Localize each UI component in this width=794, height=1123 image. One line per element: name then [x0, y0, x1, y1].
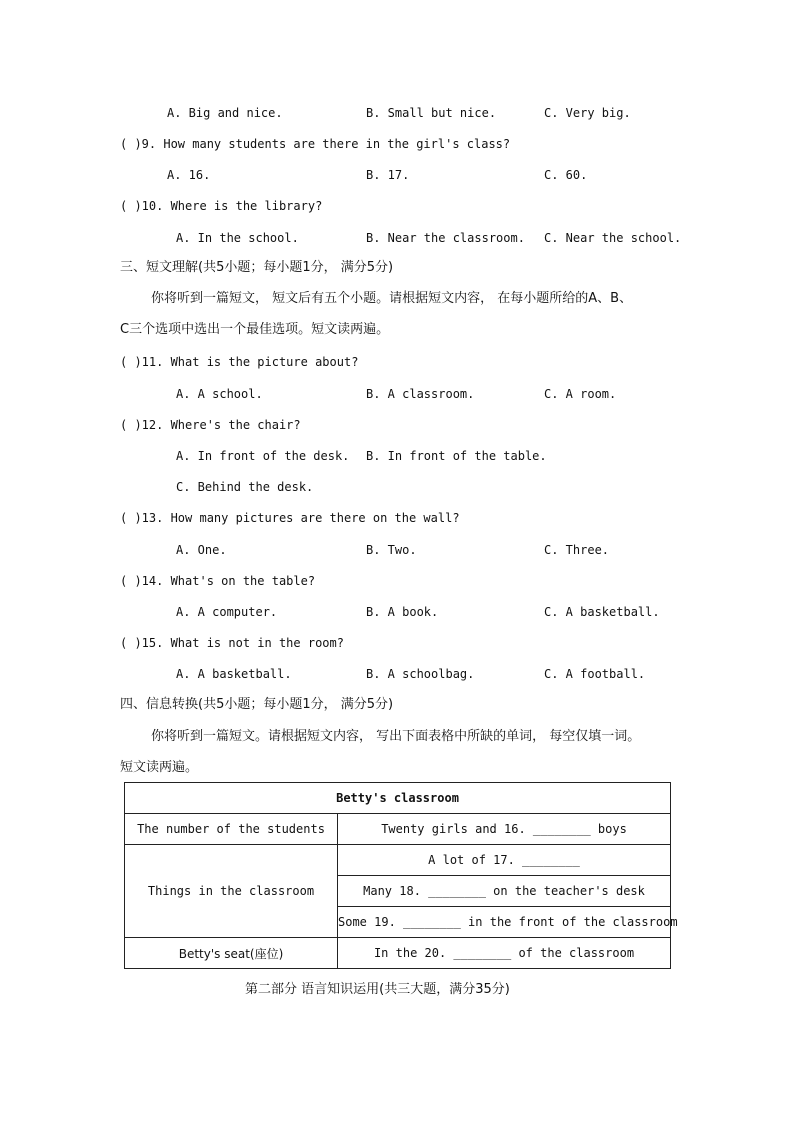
- q13-option-c: C. Three.: [544, 543, 610, 557]
- q10-stem: ( )10. Where is the library?: [120, 199, 323, 213]
- table-cell-16: Twenty girls and 16. ________ boys: [338, 814, 671, 845]
- table-row: [125, 938, 671, 969]
- q12-option-b: B. In front of the table.: [366, 449, 547, 463]
- q13-option-a: A. One.: [176, 543, 227, 557]
- q11-stem: ( )11. What is the picture about?: [120, 355, 359, 369]
- q9-option-b: B. 17.: [366, 168, 410, 182]
- table-title: Betty's classroom: [125, 783, 671, 814]
- q10-option-a: A. In the school.: [176, 231, 299, 245]
- table-cell-20: In the 20. ________ of the classroom: [338, 938, 671, 969]
- section3-heading: 三、短文理解(共5小题；每小题1分， 满分5分): [120, 260, 394, 275]
- section3-instructions-line2: C三个选项中选出一个最佳选项。短文读两遍。: [120, 322, 390, 337]
- q10-option-b: B. Near the classroom.: [366, 231, 525, 245]
- q15-stem: ( )15. What is not in the room?: [120, 636, 344, 650]
- q14-option-b: B. A book.: [366, 605, 439, 619]
- q11-option-c: C. A room.: [544, 387, 617, 401]
- q15-option-a: A. A basketball.: [176, 667, 292, 681]
- table-cell-17: A lot of 17. ________: [338, 845, 671, 876]
- q11-option-a: A. A school.: [176, 387, 263, 401]
- section4-instructions-line2: 短文读两遍。: [120, 760, 199, 775]
- q15-option-b: B. A schoolbag.: [366, 667, 475, 681]
- part2-heading: 第二部分 语言知识运用(共三大题，满分35分): [245, 982, 510, 997]
- q8-option-b: B. Small but nice.: [366, 106, 497, 120]
- q8-option-c: C. Very big.: [544, 106, 631, 120]
- q14-option-a: A. A computer.: [176, 605, 278, 619]
- table-row-label: Things in the classroom: [125, 845, 338, 938]
- q13-option-b: B. Two.: [366, 543, 417, 557]
- section3-instructions-line1: 你将听到一篇短文， 短文后有五个小题。请根据短文内容， 在每小题所给的A、B、: [151, 291, 633, 306]
- q13-stem: ( )13. How many pictures are there on the wall?: [120, 511, 460, 525]
- table-title-row: [125, 783, 671, 814]
- q12-option-c: C. Behind the desk.: [176, 480, 314, 494]
- table-row: [125, 814, 671, 845]
- q11-option-b: B. A classroom.: [366, 387, 475, 401]
- q12-option-a: A. In front of the desk.: [176, 449, 350, 463]
- table-cell-18: Many 18. ________ on the teacher's desk: [338, 876, 671, 907]
- q9-option-c: C. 60.: [544, 168, 588, 182]
- q15-option-c: C. A football.: [544, 667, 646, 681]
- q9-option-a: A. 16.: [167, 168, 211, 182]
- q14-option-c: C. A basketball.: [544, 605, 660, 619]
- section4-heading: 四、信息转换(共5小题；每小题1分， 满分5分): [120, 697, 394, 712]
- table-row-label: Betty's seat(座位): [125, 938, 338, 969]
- q12-stem: ( )12. Where's the chair?: [120, 418, 301, 432]
- table-row-label: The number of the students: [125, 814, 338, 845]
- table-cell-19: Some 19. ________ in the front of the classroom: [338, 907, 671, 938]
- info-table: [124, 782, 678, 969]
- table-row: [125, 845, 671, 876]
- q8-option-a: A. Big and nice.: [167, 106, 283, 120]
- section4-instructions-line1: 你将听到一篇短文。请根据短文内容， 写出下面表格中所缺的单词， 每空仅填一词。: [151, 729, 641, 744]
- q14-stem: ( )14. What's on the table?: [120, 574, 316, 588]
- q10-option-c: C. Near the school.: [544, 231, 682, 245]
- q9-stem: ( )9. How many students are there in the girl's class?: [120, 137, 511, 151]
